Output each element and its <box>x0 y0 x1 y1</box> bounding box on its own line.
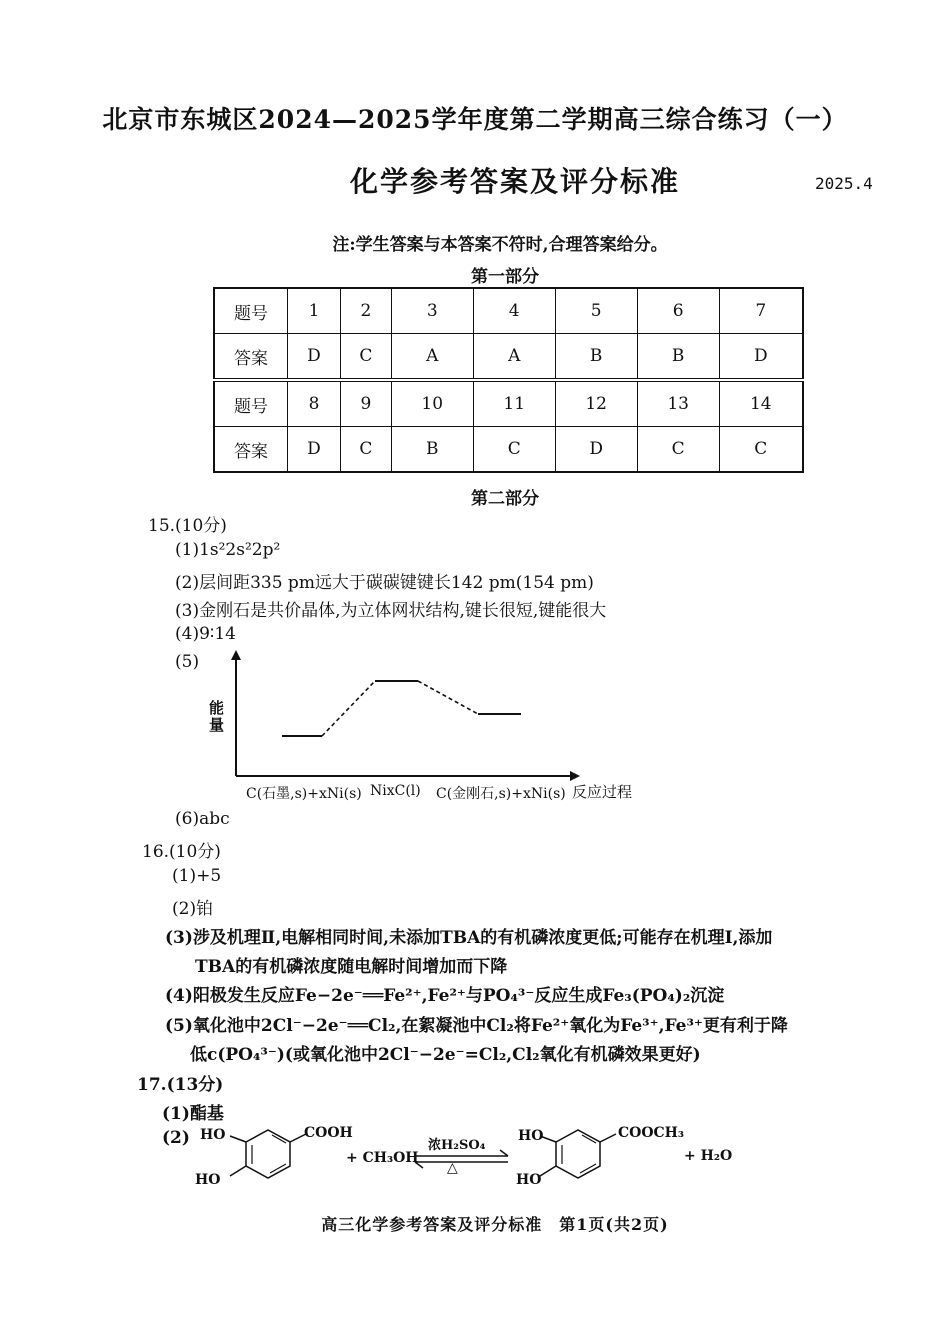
answer-cell: C <box>341 334 392 381</box>
question-number: 10 <box>391 380 473 427</box>
q16-answer-1: (1)+5 <box>172 866 222 886</box>
product-ho-bottom: HO <box>516 1172 542 1188</box>
x-label-graphite: C(石墨,s)+xNi(s) <box>246 786 362 802</box>
table-row <box>214 427 803 473</box>
answer-table <box>213 287 804 473</box>
x-label-nixc: NixC(l) <box>370 783 421 799</box>
q15-answer-5: (5) <box>175 652 200 672</box>
q16-answer-3-line2: TBA的有机磷浓度随电解时间增加而下降 <box>195 957 508 977</box>
question-number: 14 <box>719 380 803 427</box>
q15-answer-2: (2)层间距335 pm远大于碳碳键键长142 pm(154 pm) <box>175 573 594 593</box>
x-axis-arrow <box>570 771 580 781</box>
answer-cell: B <box>391 427 473 473</box>
falling-path <box>418 681 478 714</box>
date-label: 2025.4 <box>815 174 873 193</box>
answer-cell: C <box>719 427 803 473</box>
answer-cell: B <box>555 334 637 381</box>
product-double-bond <box>580 1164 596 1173</box>
reactant-ho-bond <box>230 1166 246 1176</box>
rising-path <box>322 681 375 736</box>
question-number: 11 <box>473 380 555 427</box>
reactant-benzene-ring <box>246 1130 290 1178</box>
question-number: 9 <box>341 380 392 427</box>
question-number: 1 <box>288 288 341 334</box>
answer-cell: D <box>555 427 637 473</box>
answer-cell: C <box>637 427 719 473</box>
answer-cell: D <box>719 334 803 381</box>
water-term: + H₂O <box>684 1148 733 1164</box>
q15-answer-4: (4)9∶14 <box>175 624 236 644</box>
question-number: 2 <box>341 288 392 334</box>
answer-cell: C <box>341 427 392 473</box>
forward-arrow-head <box>500 1150 508 1156</box>
question-number: 13 <box>637 380 719 427</box>
q15-answer-3: (3)金刚石是共价晶体,为立体网状结构,键长很短,键能很大 <box>175 601 607 621</box>
q16-answer-5-line1: (5)氧化池中2Cl⁻−2e⁻══Cl₂,在絮凝池中Cl₂将Fe²⁺氧化为Fe³⁺,Fe³⁺更有利于降 <box>165 1016 788 1036</box>
q16-answer-2: (2)铂 <box>172 899 214 919</box>
q16-answer-3-line1: (3)涉及机理Ⅱ,电解相同时间,未添加TBA的有机磷浓度更低;可能存在机理Ⅰ,添加 <box>165 928 773 948</box>
y-axis-label: 能量 <box>207 700 225 734</box>
part1-title: 第一部分 <box>471 267 539 287</box>
grading-note: 注:学生答案与本答案不符时,合理答案给分。 <box>332 235 668 255</box>
q15-answer-6: (6)abc <box>175 809 230 829</box>
x-axis-label: 反应过程 <box>572 783 633 801</box>
q17-answer-2: (2) <box>162 1128 190 1148</box>
q17-heading: 17.(13分) <box>137 1075 224 1095</box>
q15-heading: 15.(10分) <box>148 516 227 536</box>
question-number: 3 <box>391 288 473 334</box>
q17-answer-1: (1)酯基 <box>162 1104 224 1124</box>
question-number: 12 <box>555 380 637 427</box>
condition-heat: △ <box>447 1160 458 1176</box>
product-ho-top: HO <box>518 1128 544 1144</box>
reactant-ho-bond <box>230 1136 246 1142</box>
reactant-cooh: COOH <box>304 1125 353 1141</box>
question-number: 5 <box>555 288 637 334</box>
table-row <box>214 334 803 381</box>
y-axis-arrow <box>231 650 241 660</box>
question-number: 6 <box>637 288 719 334</box>
methanol-term: + CH₃OH <box>346 1150 419 1166</box>
row-label: 答案 <box>214 334 288 381</box>
reactant-double-bond <box>270 1164 286 1173</box>
reactant-ho-bottom: HO <box>195 1172 221 1188</box>
condition-top: 浓H₂SO₄ <box>428 1138 486 1153</box>
answer-cell: B <box>637 334 719 381</box>
answer-cell: A <box>473 334 555 381</box>
product-ho-bond <box>540 1166 556 1176</box>
question-number: 8 <box>288 380 341 427</box>
row-label: 题号 <box>214 380 288 427</box>
q16-heading: 16.(10分) <box>142 842 221 862</box>
reactant-ho-top: HO <box>200 1127 226 1143</box>
q16-answer-5-line2: 低c(PO₄³⁻)(或氧化池中2Cl⁻−2e⁻=Cl₂,Cl₂氧化有机磷效果更好) <box>190 1045 701 1065</box>
part2-title: 第二部分 <box>471 489 539 509</box>
product-cooch3: COOCH₃ <box>618 1125 685 1141</box>
x-label-diamond: C(金刚石,s)+xNi(s) <box>436 786 566 802</box>
answer-cell: D <box>288 427 341 473</box>
answer-cell: A <box>391 334 473 381</box>
row-label: 答案 <box>214 427 288 473</box>
table-row <box>214 288 803 334</box>
question-number: 7 <box>719 288 803 334</box>
q15-answer-1: (1)1s²2s²2p² <box>175 540 281 560</box>
question-number: 4 <box>473 288 555 334</box>
page-subtitle: 化学参考答案及评分标准 <box>350 165 681 198</box>
page-footer: 高三化学参考答案及评分标准 第1页(共2页) <box>321 1215 669 1234</box>
answer-cell: C <box>473 427 555 473</box>
table-row <box>214 380 803 427</box>
row-label: 题号 <box>214 288 288 334</box>
product-cooch3-bond <box>600 1134 616 1142</box>
page-title: 北京市东城区2024—2025学年度第二学期高三综合练习（一） <box>102 105 848 134</box>
answer-cell: D <box>288 334 341 381</box>
q16-answer-4: (4)阳极发生反应Fe−2e⁻══Fe²⁺,Fe²⁺与PO₄³⁻反应生成Fe₃(PO₄)₂沉淀 <box>165 986 725 1006</box>
